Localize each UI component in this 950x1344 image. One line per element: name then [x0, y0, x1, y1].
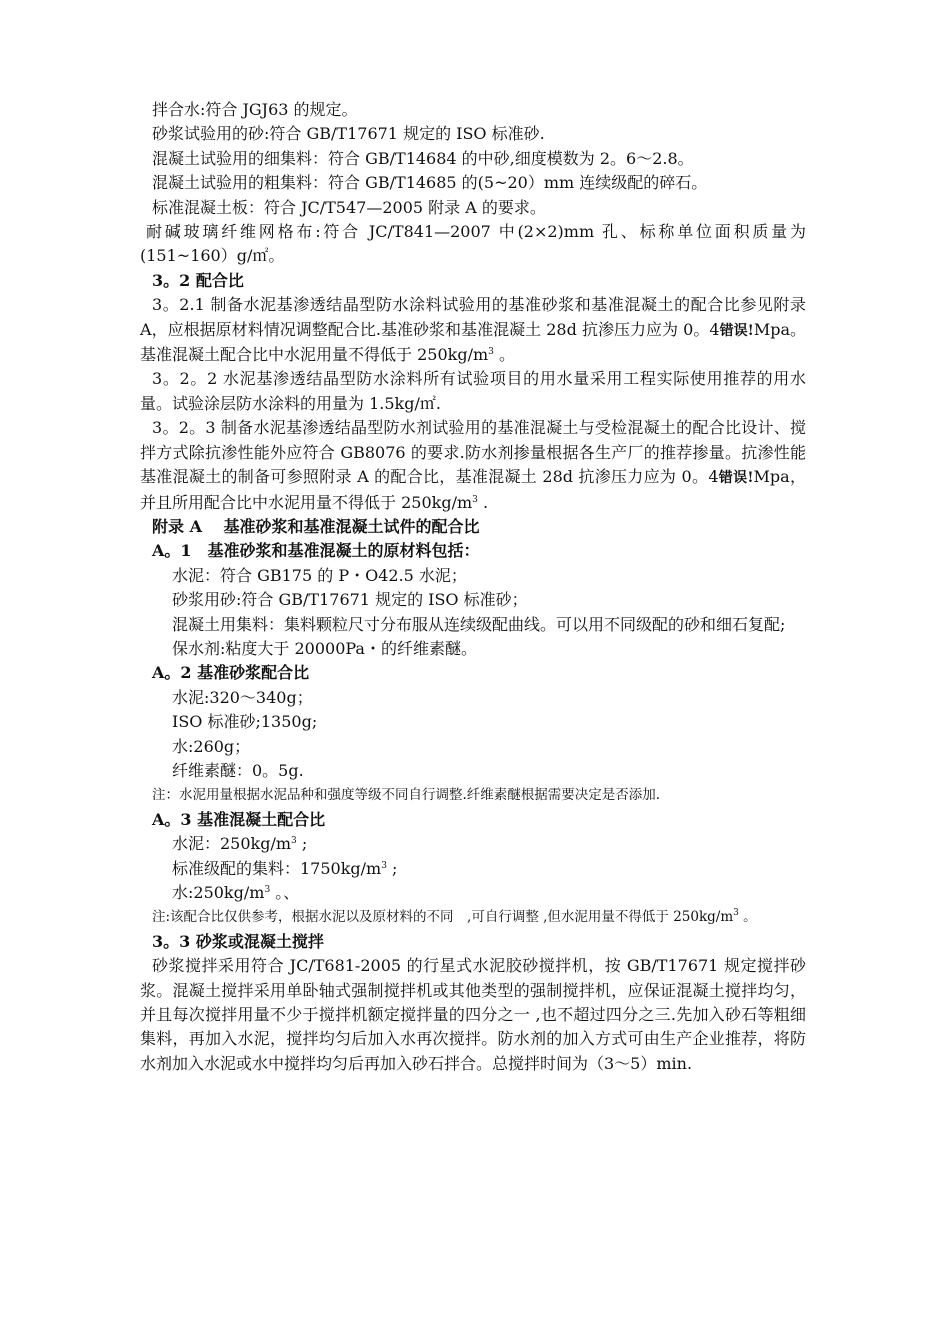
line-coarse-aggregate: 混凝土试验用的粗集料：符合 GB/T14685 的(5~20）mm 连续级配的碎石。: [152, 173, 708, 193]
appendix-a2-heading: A。2 基准砂浆配合比: [152, 663, 310, 683]
line-glass-fiber-mesh: 耐碱玻璃纤维网格布:符合 JC/T841—2007 中(2×2)mm 孔、标称单位面积质量为(151~160）g/㎡。: [140, 222, 806, 266]
paragraph-3-2-3: 3。2。3 制备水泥基渗透结晶型防水剂试验用的基准混凝土与受检混凝土的配合比设计、搅拌方式除抗渗性能外应符合 GB8076 的要求.防水剂掺量根据各生产厂的推荐掺量。抗渗性能基准混凝土的制备可参照附录 A 的配合比，基准混凝土 28d 抗渗压力应为 0。4错误!Mpa，并且所用配合比中水泥用量不得低于 $250kg/m^3$ .: [140, 418, 806, 512]
appendix-a-heading: 附录 A 基准砂浆和基准混凝土试件的配合比: [152, 516, 480, 536]
list-item: 水泥:320～340g；: [172, 687, 313, 707]
section-3-3-heading: 3。3 砂浆或混凝土搅拌: [152, 931, 324, 951]
line-standard-slab: 标准混凝土板：符合 JC/T547—2005 附录 A 的要求。: [152, 197, 546, 217]
paragraph-3-2-2: 3。2。2 水泥基渗透结晶型防水涂料所有试验项目的用水量采用工程实际使用推荐的用水量。试验涂层防水涂料的用量为 1.5kg/㎡.: [140, 369, 806, 413]
list-item: 水泥：$250kg/m^3$ ;: [172, 834, 308, 854]
note-a2: 注：水泥用量根据水泥品种和强度等级不同自行调整.纤维素醚根据需要决定是否添加.: [152, 787, 661, 804]
paragraph-3-3: 砂浆搅拌采用符合 JC/T681-2005 的行星式水泥胶砂搅拌机，按 GB/T17671 规定搅拌砂浆。混凝土搅拌采用单卧轴式强制搅拌机或其他类型的强制搅拌机，应保证混凝土搅拌均匀，并且每次搅拌用量不少于搅拌机额定搅拌量的四分之一 ,也不超过四分之三.先加入砂石等粗细集料，再加入水泥，搅拌均匀后加入水再次搅拌。防水剂的加入方式可由生产企业推荐，将防水剂加入水泥或水中搅拌均匀后再加入砂石拌合。总搅拌时间为（3～5）min.: [140, 956, 806, 1073]
error-marker: 错误!: [719, 322, 754, 339]
document-body: [140, 98, 806, 1076]
section-3-2-heading: 3。2 配合比: [152, 270, 244, 290]
line-fine-aggregate: 混凝土试验用的细集料：符合 GB/T14684 的中砂,细度模数为 2。6～2.8。: [152, 148, 694, 168]
line-mixing-water: 拌合水:符合 JGJ63 的规定。: [152, 100, 358, 119]
list-item: 水:260g；: [172, 736, 251, 756]
error-marker: 错误!: [718, 470, 754, 487]
paragraph-3-2-1: 3。2.1 制备水泥基渗透结晶型防水涂料试验用的基准砂浆和基准混凝土的配合比参见附录 A，应根据原材料情况调整配合比.基准砂浆和基准混凝土 28d 抗渗压力应为 0。4错误!Mpa。基准混凝土配合比中水泥用量不得低于 $250kg/m^3$ 。: [140, 295, 806, 365]
list-item: 保水剂:粘度大于 20000Pa・的纤维素醚。: [172, 638, 477, 658]
list-item: 水$:250kg/m^3$ 。、: [172, 883, 300, 902]
line-mortar-sand: 砂浆试验用的砂:符合 GB/T17671 规定的 ISO 标准砂.: [152, 124, 545, 144]
list-item: 纤维素醚：0。5g.: [172, 760, 304, 780]
list-item: 水泥：符合 GB175 的 P・O42.5 水泥；: [172, 565, 467, 585]
appendix-a3-heading: A。3 基准混凝土配合比: [152, 809, 326, 829]
appendix-a1-heading: A。1 基准砂浆和基准混凝土的原材料包括：: [152, 541, 480, 561]
list-item: ISO 标准砂;1350g;: [172, 712, 318, 732]
list-item: 砂浆用砂:符合 GB/T17671 规定的 ISO 标准砂；: [172, 590, 528, 610]
list-item: 标准级配的集料：$1750kg/m^3$ ;: [172, 858, 398, 878]
list-item: 混凝土用集料：集料颗粒尺寸分布服从连续级配曲线。可以用不同级配的砂和细石复配;: [172, 614, 786, 634]
note-a3: 注:该配合比仅供参考，根据水泥以及原材料的不同 ,可自行调整 ,但水泥用量不得低于 $250kg/m^3$ 。: [152, 908, 757, 926]
